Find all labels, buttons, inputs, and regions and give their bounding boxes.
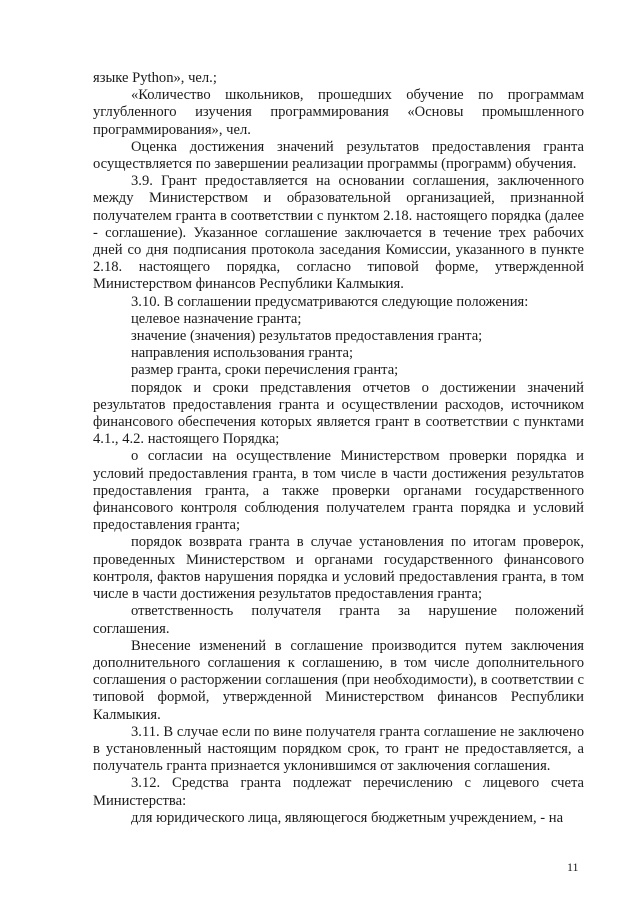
- list-item-results-values: значение (значения) результатов предоставления гранта;: [131, 328, 483, 345]
- list-item-directions: направления использования гранта;: [131, 345, 354, 362]
- paragraph-assessment: Оценка достижения значений результатов предоставления гранта осуществляется по завершении реализации программы (программ) обучения.: [93, 138, 584, 173]
- list-item-responsibility: ответственность получателя гранта за нарушение положений соглашения.: [93, 603, 584, 637]
- list-item-audit-consent: о согласии на осуществление Министерством проверки порядка и условий предоставления гранта, в том числе в части достижения результатов предоставления гранта, а также проверки органами государственного финансового контроля соблюдения получателем гранта порядка и условий предоставления гранта;: [93, 448, 584, 534]
- paragraph-python-continuation: языке Python», чел.;: [93, 70, 217, 86]
- list-item-refund-procedure: порядок возврата гранта в случае установления по итогам проверок, проведенных Министерством и органами государственного финансового контроля, фактов нарушения порядка и условий предоставления гранта, в том числе в части достижения результатов предоставления гранта;: [93, 534, 584, 603]
- paragraph-clause-3-12: 3.12. Средства гранта подлежат перечислению с лицевого счета Министерства:: [93, 775, 584, 809]
- document-page: [93, 70, 584, 827]
- list-item-reporting: порядок и сроки представления отчетов о достижении значений результатов предоставления гранта и осуществлении расходов, источником финансового обеспечения которых является грант в соответствии с пунктами 4.1., 4.2. настоящего Порядка;: [93, 379, 584, 448]
- list-item-amount-terms: размер гранта, сроки перечисления гранта;: [131, 362, 399, 379]
- page-number: 11: [567, 860, 579, 874]
- paragraph-clause-3-11: 3.11. В случае если по вине получателя гранта соглашение не заключено в установленный настоящим порядком срок, то грант не предоставляется, а получатель гранта признается уклонившимся от заключения соглашения.: [93, 723, 584, 775]
- paragraph-amendments: Внесение изменений в соглашение производится путем заключения дополнительного соглашения к соглашению, в том числе дополнительного соглашения о расторжении соглашения (при необходимости), в соответствии с типовой формой, утвержденной Министерством финансов Республики Калмыкия.: [93, 637, 584, 723]
- paragraph-clause-3-9: 3.9. Грант предоставляется на основании соглашения, заключенного между Министерством и образовательной организацией, признанной получателем гранта в соответствии с пунктом 2.18. настоящего порядка (далее - соглашение). Указанное соглашение заключается в течение трех рабочих дней со дня подписания протокола заседания Комиссии, указанного в пункте 2.18. настоящего порядка, согласно типовой форме, утвержденной Министерством финансов Республики Калмыкия.: [93, 173, 584, 293]
- list-item-purpose: целевое назначение гранта;: [131, 310, 302, 327]
- paragraph-clause-3-10: 3.10. В соглашении предусматриваются следующие положения:: [131, 293, 529, 310]
- paragraph-budget-institution: для юридического лица, являющегося бюджетным учреждением, - на: [131, 809, 564, 826]
- paragraph-indicator-students: «Количество школьников, прошедших обучение по программам углубленного изучения программирования «Основы промышленного программирования», чел.: [93, 87, 584, 138]
